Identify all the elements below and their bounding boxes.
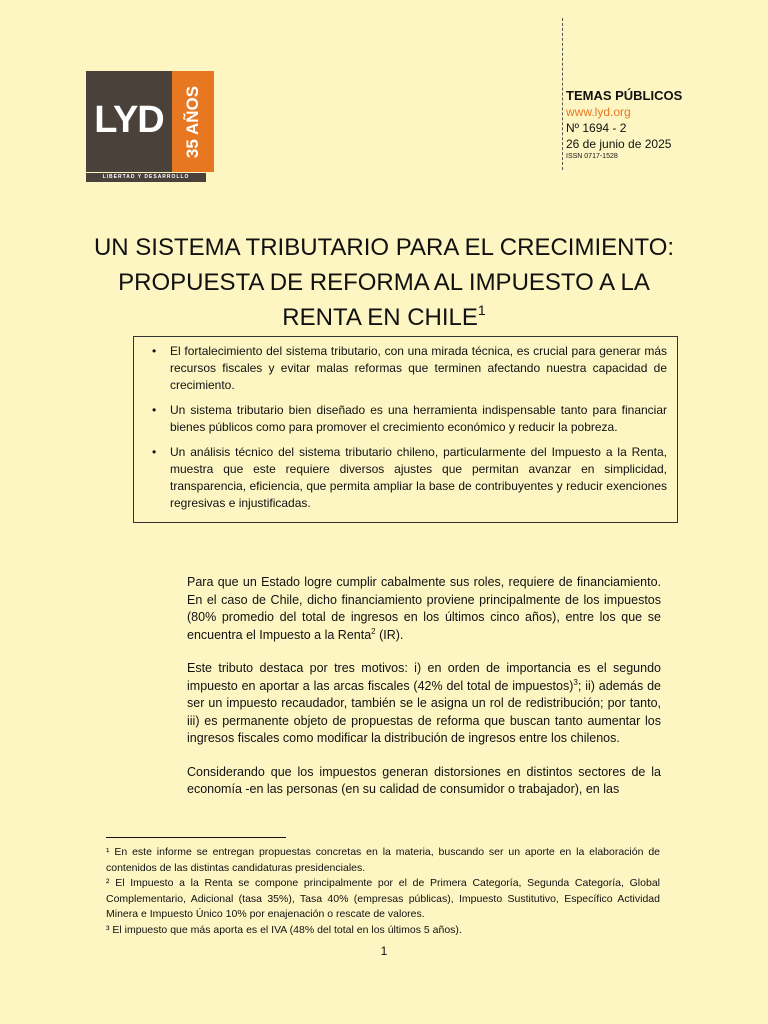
series-title: TEMAS PÚBLICOS — [566, 88, 683, 103]
summary-box — [133, 336, 678, 523]
issn: ISSN 0717-1528 — [566, 153, 618, 160]
logo-tagline: LIBERTAD Y DESARROLLO — [86, 173, 206, 182]
summary-bullet — [148, 402, 667, 436]
logo-anniversary-text: 35 AÑOS — [183, 85, 202, 158]
summary-bullet — [148, 444, 667, 512]
paragraph-2 — [187, 660, 661, 748]
issue-number: Nº 1694 - 2 — [566, 121, 627, 135]
publication-header — [566, 88, 756, 162]
title-line-3 — [60, 300, 708, 335]
summary-bullet-text: Un análisis técnico del sistema tributario chileno, particularmente del Impuesto a la Renta, muestra que este requiere diversos ajustes que permitan avanzar en simplicidad, transparencia, eficiencia, que permita ampliar la base de contribuyentes y reducir exenciones regresivas e injustificadas. — [170, 445, 667, 510]
title-line-3-text: RENTA EN CHILE — [282, 304, 478, 331]
footnote-3: ³ El impuesto que más aporta es el IVA (48% del total en los últimos 5 años). — [106, 923, 462, 936]
paragraph-1-text: Para que un Estado logre cumplir cabalmente sus roles, requiere de financiamiento. En el caso de Chile, dicho financiamiento proviene principalmente de los impuestos (80% promedio del total de ingresos en los últimos cinco años), entre los que se encuentra el Impuesto a la Renta — [187, 575, 661, 642]
bullet-icon: • — [152, 445, 157, 459]
paragraph-3: Considerando que los impuestos generan distorsiones en distintos sectores de la economía -en las personas (en su calidad de consumidor o trabajador), en las — [187, 764, 661, 796]
footnotes — [106, 845, 660, 938]
logo-brand: LYD — [94, 99, 164, 141]
summary-bullet — [148, 343, 667, 394]
header-divider — [562, 18, 563, 170]
paragraph-1 — [187, 574, 661, 644]
paragraph-2-tail: ; ii) además de ser un impuesto recaudador, también se le asigna un rol de redistribución; por tanto, iii) es permanente objeto de propuestas de reforma que buscan tanto aumentar los ingresos fiscales como modificar la distribución de ingresos entre los chilenos. — [187, 678, 662, 745]
title-footnote-ref: 1 — [477, 302, 486, 318]
title-line-1: UN SISTEMA TRIBUTARIO PARA EL CRECIMIENTO: — [93, 234, 675, 261]
title-line-2: PROPUESTA DE REFORMA AL IMPUESTO A LA — [118, 269, 650, 296]
footnote-2: ² El Impuesto a la Renta se compone principalmente por el de Primera Categoría, Segunda Categoría, Global Complementario, Adicional (tasa 35%), Tasa 40% (empresas públicas), Impuesto Sustitutivo, Específico Actividad Minera e Impuesto Único 10% por enajenación o rescate de valores. — [106, 877, 660, 920]
summary-list — [148, 343, 667, 512]
summary-bullet-text: El fortalecimiento del sistema tributario, con una mirada técnica, es crucial para generar más recursos fiscales y evitar malas reformas que terminen afectando nuestra capacidad de crecimiento. — [170, 344, 667, 392]
paragraph-1-tail: (IR). — [375, 627, 404, 642]
footnote-ref-2[interactable]: 2 — [371, 626, 376, 636]
body-text — [187, 574, 661, 815]
footnote-1: ¹ En este informe se entregan propuestas concretas en la materia, buscando ser un aporte en la elaboración de contenidos de las distintas candidaturas presidenciales. — [106, 846, 660, 874]
bullet-icon: • — [152, 403, 157, 417]
paragraph-2-text: Este tributo destaca por tres motivos: i) en orden de importancia es el segundo impuesto en aportar a las arcas fiscales (42% del total de impuestos) — [187, 661, 661, 693]
website-link[interactable]: www.lyd.org — [566, 105, 631, 119]
logo-anniversary — [172, 71, 214, 172]
footnote-rule — [106, 837, 286, 838]
summary-bullet-text: Un sistema tributario bien diseñado es una herramienta indispensable tanto para financiar bienes públicos como para promover el crecimiento económico y reducir la pobreza. — [170, 403, 667, 434]
lyd-logo — [86, 71, 214, 183]
footnote-ref-3[interactable]: 3 — [573, 677, 578, 687]
publication-date: 26 de junio de 2025 — [566, 137, 672, 151]
bullet-icon: • — [152, 344, 157, 358]
document-title — [60, 230, 708, 335]
page-number: 1 — [380, 944, 388, 958]
